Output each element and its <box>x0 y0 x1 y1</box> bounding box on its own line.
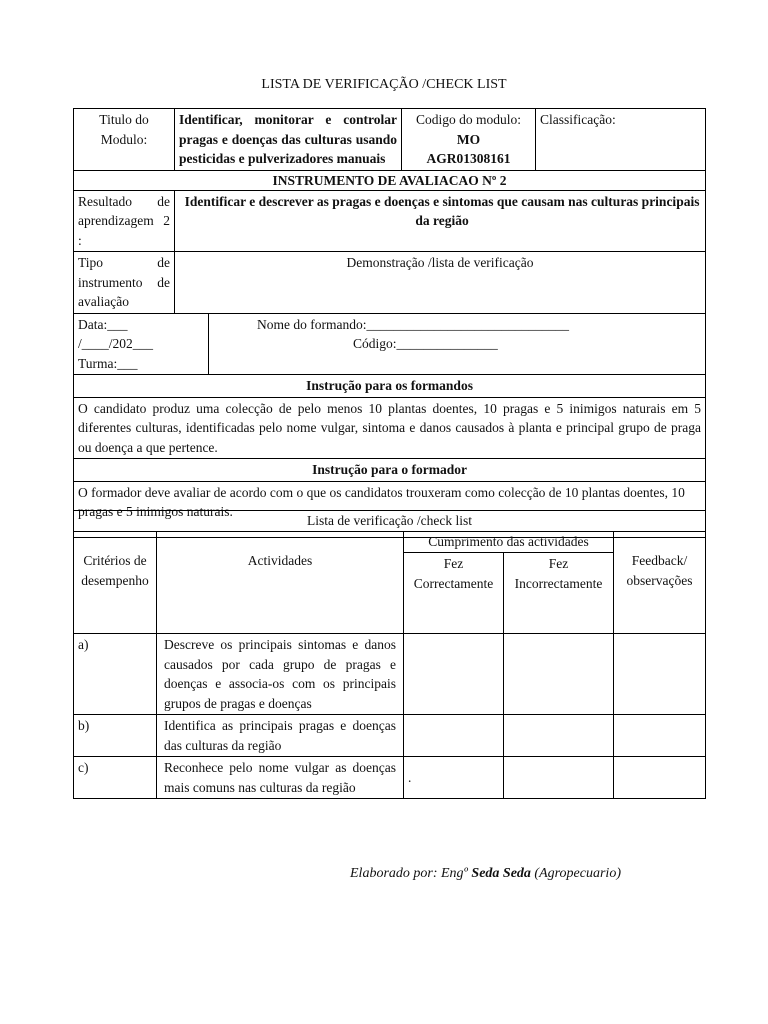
document-title: LISTA DE VERIFICAÇÃO /CHECK LIST <box>261 77 507 92</box>
result-value: Identificar e descrever as pragas e doenças e sintomas que causam nas culturas principais da região <box>175 190 706 252</box>
table-row <box>74 757 706 799</box>
trainee-instruction-text: O candidato produz uma colecção de pelo menos 10 plantas doentes, 10 pragas e 5 inimigos naturais em 5 diferentes culturas, identificadas pelo nome vulgar, sintoma e danos causados à planta e principal grupo de praga ou doença a que pertence. <box>74 397 706 459</box>
checklist-title: Lista de verificação /check list <box>74 511 706 532</box>
instrument-type-label: Tipo de instrumento de avaliação <box>74 252 175 314</box>
criteria-header: Critérios de desempenho <box>74 532 157 634</box>
trainer-instruction-heading: Instrução para o formador <box>74 459 706 482</box>
classification-label: Classificação: <box>536 109 706 171</box>
instrument-heading: INSTRUMENTO DE AVALIACAO Nº 2 <box>74 170 706 190</box>
date-field: Data:___ /____/202___ <box>78 316 154 351</box>
result-label: Resultado de aprendizagem 2 : <box>74 190 175 252</box>
criterion-cell: a) <box>74 634 157 715</box>
trainee-instruction-heading: Instrução para os formandos <box>74 375 706 398</box>
feedback-header: Feedback/ observações <box>614 532 706 634</box>
correct-cell[interactable] <box>404 634 504 715</box>
criterion-cell: b) <box>74 715 157 757</box>
checklist-table <box>73 510 706 799</box>
date-class-cell <box>74 313 209 375</box>
footer-suffix: (Agropecuario) <box>530 866 621 881</box>
incorrect-cell[interactable] <box>504 757 614 799</box>
activity-cell: Reconhece pelo nome vulgar as doenças mais comuns nas culturas da região <box>157 757 404 799</box>
incorrect-cell[interactable] <box>504 715 614 757</box>
incorrect-header: Fez Incorrectamente <box>504 553 614 634</box>
module-code-label: Codigo do modulo: <box>416 112 522 127</box>
class-field: Turma:___ <box>78 355 138 371</box>
activities-header: Actividades <box>157 532 404 634</box>
trainee-name-field: Nome do formando:______________________________ <box>257 316 569 332</box>
completion-header: Cumprimento das actividades <box>404 532 614 553</box>
trainee-cell <box>209 313 706 375</box>
footer-prefix: Elaborado por: Engº <box>350 866 472 881</box>
trainer-instruction-text: O formador deve avaliar de acordo com o que os candidatos trouxeram como colecção de 10 plantas doentes, 10 pragas e 5 inimigos naturais. <box>74 481 706 537</box>
feedback-cell[interactable] <box>614 715 706 757</box>
feedback-cell[interactable] <box>614 757 706 799</box>
module-code-value-1: MO <box>456 131 481 147</box>
instrument-type-value: Demonstração /lista de verificação <box>175 252 706 314</box>
correct-cell[interactable]: . <box>404 757 504 799</box>
table-row <box>74 634 706 715</box>
module-info-table <box>73 108 706 538</box>
module-title-label: Titulo do Modulo: <box>74 109 175 171</box>
feedback-cell[interactable] <box>614 634 706 715</box>
table-row <box>74 715 706 757</box>
trainee-code-field: Código:_______________ <box>353 336 498 351</box>
author-footer <box>350 866 621 882</box>
correct-cell[interactable] <box>404 715 504 757</box>
module-code-value-2: AGR01308161 <box>426 151 511 166</box>
author-name: Seda Seda <box>471 866 531 881</box>
module-code-cell <box>402 109 536 171</box>
activity-cell: Identifica as principais pragas e doenças das culturas da região <box>157 715 404 757</box>
activity-cell: Descreve os principais sintomas e danos causados por cada grupo de pragas e doenças e associa-os com os principais grupos de pragas e doenças <box>157 634 404 715</box>
criterion-cell: c) <box>74 757 157 799</box>
module-title-value: Identificar, monitorar e controlar pragas e doenças das culturas usando pesticidas e pulverizadores manuais <box>175 109 402 171</box>
correct-header: Fez Correctamente <box>404 553 504 634</box>
incorrect-cell[interactable] <box>504 634 614 715</box>
